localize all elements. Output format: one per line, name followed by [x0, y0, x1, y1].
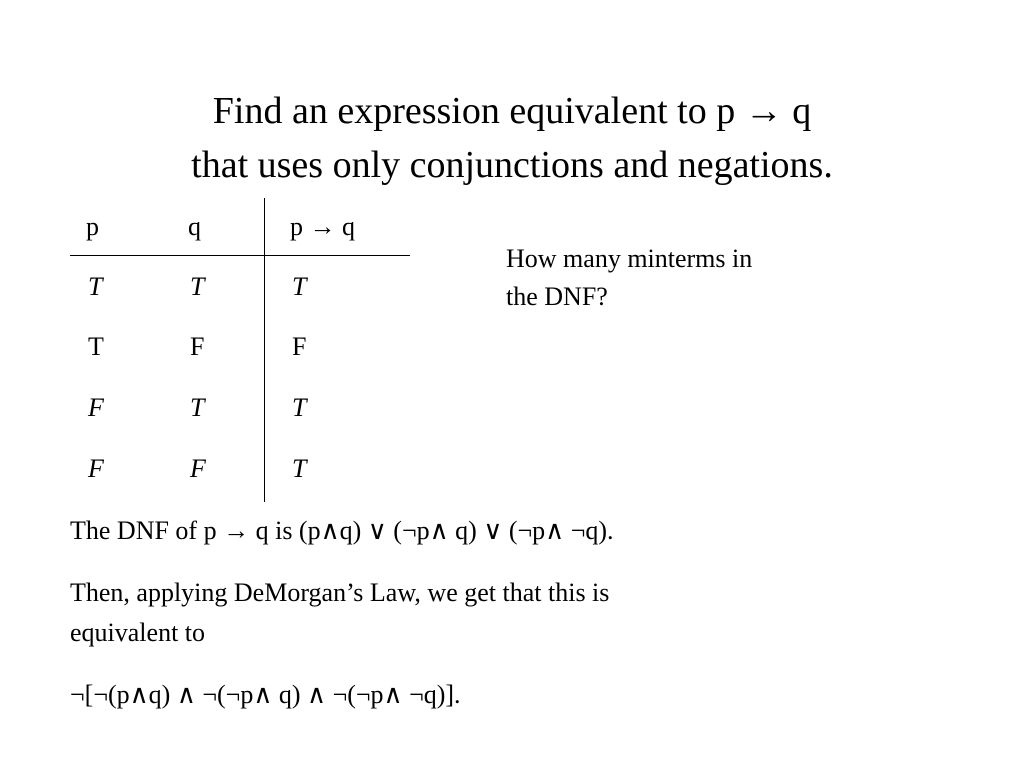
table-cell: T	[88, 332, 104, 361]
table-cell: T	[190, 393, 205, 422]
demorgan-statement-line-1: Then, applying DeMorgan’s Law, we get that this is	[70, 578, 610, 607]
header-q: q	[188, 212, 201, 241]
table-cell: F	[292, 332, 307, 361]
dnf-statement: The DNF of p → q is (p∧q) ∨ (¬p∧ q) ∨ (¬p∧ ¬q).	[70, 516, 614, 545]
header-p-implies-q: p → q	[290, 212, 355, 241]
title-line-1: Find an expression equivalent to p → q	[212, 90, 812, 132]
question-line-2: the DNF?	[506, 282, 608, 311]
question-line-1: How many minterms in	[506, 244, 753, 273]
table-cell: T	[190, 272, 205, 301]
table-header-divider	[70, 255, 410, 256]
table-cell: T	[292, 272, 307, 301]
slide-title	[0, 84, 1024, 192]
table-cell: F	[190, 332, 205, 361]
table-cell: T	[292, 454, 307, 483]
truth-table	[70, 198, 410, 502]
table-cell: T	[88, 272, 103, 301]
demorgan-statement-line-2: equivalent to	[70, 618, 206, 647]
title-line-2: that uses only conjunctions and negations.	[191, 144, 833, 186]
header-p: p	[86, 212, 99, 241]
table-cell: F	[88, 393, 104, 422]
table-cell: F	[88, 454, 104, 483]
minterm-question	[506, 240, 866, 316]
table-cell: F	[190, 454, 206, 483]
table-vertical-divider	[264, 198, 265, 502]
result-expression: ¬[¬(p∧q) ∧ ¬(¬p∧ q) ∧ ¬(¬p∧ ¬q)].	[70, 680, 461, 709]
table-cell: T	[292, 393, 307, 422]
